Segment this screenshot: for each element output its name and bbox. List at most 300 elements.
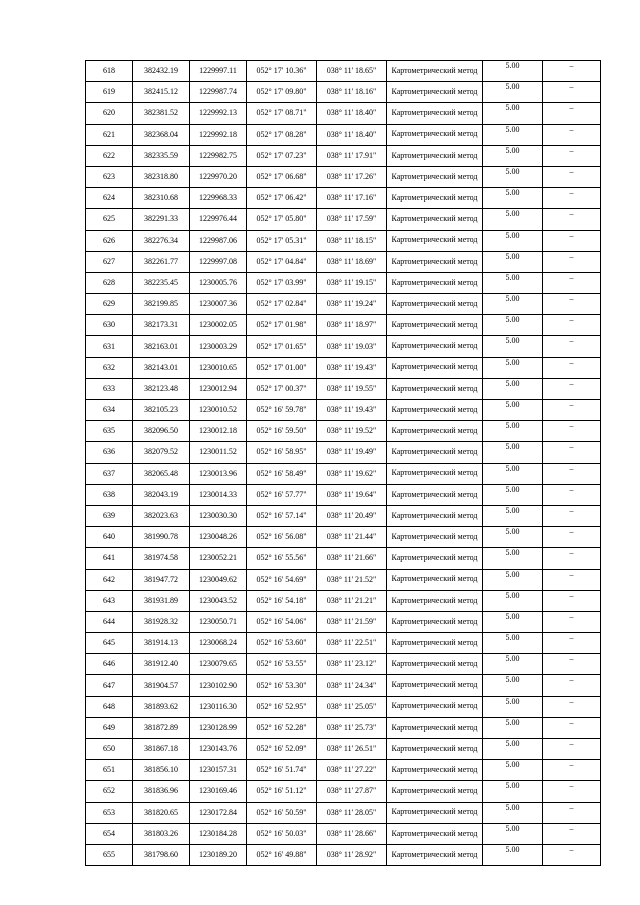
point-number-cell: 642	[86, 569, 133, 590]
method-cell: Картометрический метод	[387, 569, 483, 590]
table-row	[86, 505, 601, 526]
method-cell: Картометрический метод	[387, 421, 483, 442]
accuracy-cell: 5.00	[483, 484, 543, 505]
note-cell: –	[543, 633, 601, 654]
coord-y-cell: 1230169.46	[190, 781, 247, 802]
coord-y-cell: 1230184.28	[190, 823, 247, 844]
point-number-cell: 638	[86, 484, 133, 505]
table-row	[86, 188, 601, 209]
longitude-cell: 038° 11' 17.91"	[317, 145, 387, 166]
coord-x-cell: 382335.59	[133, 145, 190, 166]
latitude-cell: 052° 16' 57.77"	[247, 484, 317, 505]
accuracy-cell: 5.00	[483, 442, 543, 463]
longitude-cell: 038° 11' 21.59"	[317, 611, 387, 632]
coord-x-cell: 381947.72	[133, 569, 190, 590]
table-row	[86, 421, 601, 442]
coord-y-cell: 1229987.06	[190, 230, 247, 251]
latitude-cell: 052° 17' 06.42"	[247, 188, 317, 209]
longitude-cell: 038° 11' 28.66"	[317, 823, 387, 844]
table-row	[86, 378, 601, 399]
coord-y-cell: 1230143.76	[190, 739, 247, 760]
table-row	[86, 209, 601, 230]
table-row	[86, 844, 601, 865]
point-number-cell: 620	[86, 103, 133, 124]
coord-y-cell: 1229982.75	[190, 145, 247, 166]
latitude-cell: 052° 17' 07.23"	[247, 145, 317, 166]
latitude-cell: 052° 16' 53.55"	[247, 654, 317, 675]
longitude-cell: 038° 11' 27.22"	[317, 760, 387, 781]
table-row	[86, 230, 601, 251]
coord-x-cell: 381820.65	[133, 802, 190, 823]
coord-x-cell: 382173.31	[133, 315, 190, 336]
coord-y-cell: 1230011.52	[190, 442, 247, 463]
note-cell: –	[543, 315, 601, 336]
point-number-cell: 626	[86, 230, 133, 251]
method-cell: Картометрический метод	[387, 802, 483, 823]
note-cell: –	[543, 802, 601, 823]
coord-x-cell: 382415.12	[133, 82, 190, 103]
point-number-cell: 644	[86, 611, 133, 632]
note-cell: –	[543, 442, 601, 463]
coord-y-cell: 1229992.13	[190, 103, 247, 124]
note-cell: –	[543, 82, 601, 103]
latitude-cell: 052° 17' 02.84"	[247, 294, 317, 315]
coord-y-cell: 1230030.30	[190, 505, 247, 526]
note-cell: –	[543, 378, 601, 399]
note-cell: –	[543, 675, 601, 696]
note-cell: –	[543, 421, 601, 442]
table-row	[86, 760, 601, 781]
method-cell: Картометрический метод	[387, 760, 483, 781]
coord-x-cell: 382065.48	[133, 463, 190, 484]
note-cell: –	[543, 844, 601, 865]
longitude-cell: 038° 11' 21.44"	[317, 527, 387, 548]
method-cell: Картометрический метод	[387, 251, 483, 272]
note-cell: –	[543, 209, 601, 230]
method-cell: Картометрический метод	[387, 484, 483, 505]
coord-y-cell: 1230068.24	[190, 633, 247, 654]
method-cell: Картометрический метод	[387, 442, 483, 463]
table-row	[86, 294, 601, 315]
latitude-cell: 052° 16' 59.50"	[247, 421, 317, 442]
coord-x-cell: 382291.33	[133, 209, 190, 230]
point-number-cell: 630	[86, 315, 133, 336]
coordinates-table	[85, 60, 601, 866]
latitude-cell: 052° 16' 52.95"	[247, 696, 317, 717]
table-row	[86, 569, 601, 590]
longitude-cell: 038° 11' 18.69"	[317, 251, 387, 272]
note-cell: –	[543, 294, 601, 315]
point-number-cell: 628	[86, 272, 133, 293]
coord-x-cell: 382318.80	[133, 166, 190, 187]
table-row	[86, 781, 601, 802]
table-row	[86, 717, 601, 738]
coord-x-cell: 382276.34	[133, 230, 190, 251]
latitude-cell: 052° 16' 54.18"	[247, 590, 317, 611]
coord-x-cell: 381836.96	[133, 781, 190, 802]
coord-y-cell: 1230012.94	[190, 378, 247, 399]
coord-x-cell: 382105.23	[133, 400, 190, 421]
method-cell: Картометрический метод	[387, 844, 483, 865]
latitude-cell: 052° 16' 57.14"	[247, 505, 317, 526]
longitude-cell: 038° 11' 19.64"	[317, 484, 387, 505]
accuracy-cell: 5.00	[483, 696, 543, 717]
note-cell: –	[543, 61, 601, 82]
method-cell: Картометрический метод	[387, 294, 483, 315]
method-cell: Картометрический метод	[387, 82, 483, 103]
point-number-cell: 625	[86, 209, 133, 230]
coord-x-cell: 382432.19	[133, 61, 190, 82]
method-cell: Картометрический метод	[387, 272, 483, 293]
accuracy-cell: 5.00	[483, 675, 543, 696]
accuracy-cell: 5.00	[483, 82, 543, 103]
accuracy-cell: 5.00	[483, 378, 543, 399]
accuracy-cell: 5.00	[483, 272, 543, 293]
accuracy-cell: 5.00	[483, 505, 543, 526]
table-row	[86, 548, 601, 569]
table-row	[86, 82, 601, 103]
accuracy-cell: 5.00	[483, 633, 543, 654]
method-cell: Картометрический метод	[387, 633, 483, 654]
latitude-cell: 052° 16' 52.28"	[247, 717, 317, 738]
method-cell: Картометрический метод	[387, 61, 483, 82]
table-row	[86, 739, 601, 760]
point-number-cell: 652	[86, 781, 133, 802]
coord-y-cell: 1229997.11	[190, 61, 247, 82]
accuracy-cell: 5.00	[483, 166, 543, 187]
coord-x-cell: 381914.13	[133, 633, 190, 654]
method-cell: Картометрический метод	[387, 675, 483, 696]
point-number-cell: 653	[86, 802, 133, 823]
point-number-cell: 618	[86, 61, 133, 82]
latitude-cell: 052° 16' 52.09"	[247, 739, 317, 760]
coord-y-cell: 1230043.52	[190, 590, 247, 611]
latitude-cell: 052° 17' 05.31"	[247, 230, 317, 251]
coord-x-cell: 381867.18	[133, 739, 190, 760]
note-cell: –	[543, 400, 601, 421]
accuracy-cell: 5.00	[483, 802, 543, 823]
method-cell: Картометрический метод	[387, 739, 483, 760]
point-number-cell: 648	[86, 696, 133, 717]
table-row	[86, 145, 601, 166]
longitude-cell: 038° 11' 17.59"	[317, 209, 387, 230]
coord-x-cell: 382261.77	[133, 251, 190, 272]
accuracy-cell: 5.00	[483, 251, 543, 272]
coord-y-cell: 1230189.20	[190, 844, 247, 865]
point-number-cell: 619	[86, 82, 133, 103]
coord-y-cell: 1229987.74	[190, 82, 247, 103]
latitude-cell: 052° 17' 06.68"	[247, 166, 317, 187]
method-cell: Картометрический метод	[387, 188, 483, 209]
note-cell: –	[543, 188, 601, 209]
longitude-cell: 038° 11' 21.66"	[317, 548, 387, 569]
table-row	[86, 590, 601, 611]
note-cell: –	[543, 357, 601, 378]
latitude-cell: 052° 16' 50.59"	[247, 802, 317, 823]
accuracy-cell: 5.00	[483, 61, 543, 82]
coord-x-cell: 381931.89	[133, 590, 190, 611]
note-cell: –	[543, 527, 601, 548]
longitude-cell: 038° 11' 18.15"	[317, 230, 387, 251]
note-cell: –	[543, 760, 601, 781]
coord-y-cell: 1230052.21	[190, 548, 247, 569]
accuracy-cell: 5.00	[483, 760, 543, 781]
coord-y-cell: 1229997.08	[190, 251, 247, 272]
latitude-cell: 052° 17' 01.98"	[247, 315, 317, 336]
latitude-cell: 052° 16' 54.06"	[247, 611, 317, 632]
latitude-cell: 052° 17' 04.84"	[247, 251, 317, 272]
table-row	[86, 251, 601, 272]
point-number-cell: 654	[86, 823, 133, 844]
table-row	[86, 166, 601, 187]
note-cell: –	[543, 696, 601, 717]
latitude-cell: 052° 17' 03.99"	[247, 272, 317, 293]
latitude-cell: 052° 16' 59.78"	[247, 400, 317, 421]
table-row	[86, 484, 601, 505]
note-cell: –	[543, 230, 601, 251]
method-cell: Картометрический метод	[387, 230, 483, 251]
method-cell: Картометрический метод	[387, 400, 483, 421]
longitude-cell: 038° 11' 28.92"	[317, 844, 387, 865]
method-cell: Картометрический метод	[387, 823, 483, 844]
coord-x-cell: 382310.68	[133, 188, 190, 209]
accuracy-cell: 5.00	[483, 463, 543, 484]
note-cell: –	[543, 548, 601, 569]
point-number-cell: 622	[86, 145, 133, 166]
longitude-cell: 038° 11' 25.73"	[317, 717, 387, 738]
coord-x-cell: 381990.78	[133, 527, 190, 548]
table-row	[86, 124, 601, 145]
longitude-cell: 038° 11' 21.21"	[317, 590, 387, 611]
coord-y-cell: 1229968.33	[190, 188, 247, 209]
coord-x-cell: 382043.19	[133, 484, 190, 505]
point-number-cell: 635	[86, 421, 133, 442]
longitude-cell: 038° 11' 19.55"	[317, 378, 387, 399]
longitude-cell: 038° 11' 18.40"	[317, 103, 387, 124]
coord-y-cell: 1230102.90	[190, 675, 247, 696]
accuracy-cell: 5.00	[483, 611, 543, 632]
method-cell: Картометрический метод	[387, 611, 483, 632]
coord-x-cell: 381904.57	[133, 675, 190, 696]
method-cell: Картометрический метод	[387, 590, 483, 611]
coord-y-cell: 1230050.71	[190, 611, 247, 632]
coord-y-cell: 1230007.36	[190, 294, 247, 315]
accuracy-cell: 5.00	[483, 103, 543, 124]
note-cell: –	[543, 654, 601, 675]
longitude-cell: 038° 11' 24.34"	[317, 675, 387, 696]
latitude-cell: 052° 16' 58.95"	[247, 442, 317, 463]
longitude-cell: 038° 11' 27.87"	[317, 781, 387, 802]
table-row	[86, 633, 601, 654]
table-row	[86, 400, 601, 421]
accuracy-cell: 5.00	[483, 336, 543, 357]
table-row	[86, 527, 601, 548]
note-cell: –	[543, 505, 601, 526]
longitude-cell: 038° 11' 18.40"	[317, 124, 387, 145]
table-row	[86, 315, 601, 336]
latitude-cell: 052° 16' 54.69"	[247, 569, 317, 590]
latitude-cell: 052° 16' 58.49"	[247, 463, 317, 484]
point-number-cell: 640	[86, 527, 133, 548]
longitude-cell: 038° 11' 19.49"	[317, 442, 387, 463]
accuracy-cell: 5.00	[483, 124, 543, 145]
coord-y-cell: 1230172.84	[190, 802, 247, 823]
note-cell: –	[543, 145, 601, 166]
point-number-cell: 629	[86, 294, 133, 315]
coord-y-cell: 1230013.96	[190, 463, 247, 484]
point-number-cell: 645	[86, 633, 133, 654]
point-number-cell: 646	[86, 654, 133, 675]
latitude-cell: 052° 16' 53.60"	[247, 633, 317, 654]
method-cell: Картометрический метод	[387, 166, 483, 187]
coord-x-cell: 381872.89	[133, 717, 190, 738]
method-cell: Картометрический метод	[387, 378, 483, 399]
method-cell: Картометрический метод	[387, 336, 483, 357]
coord-x-cell: 382199.85	[133, 294, 190, 315]
coord-y-cell: 1230010.65	[190, 357, 247, 378]
latitude-cell: 052° 17' 05.80"	[247, 209, 317, 230]
table-row	[86, 61, 601, 82]
accuracy-cell: 5.00	[483, 230, 543, 251]
note-cell: –	[543, 484, 601, 505]
table-row	[86, 611, 601, 632]
accuracy-cell: 5.00	[483, 188, 543, 209]
accuracy-cell: 5.00	[483, 781, 543, 802]
latitude-cell: 052° 16' 56.08"	[247, 527, 317, 548]
coord-x-cell: 382163.01	[133, 336, 190, 357]
note-cell: –	[543, 103, 601, 124]
method-cell: Картометрический метод	[387, 527, 483, 548]
note-cell: –	[543, 717, 601, 738]
point-number-cell: 643	[86, 590, 133, 611]
method-cell: Картометрический метод	[387, 505, 483, 526]
longitude-cell: 038° 11' 18.16"	[317, 82, 387, 103]
accuracy-cell: 5.00	[483, 400, 543, 421]
table-row	[86, 675, 601, 696]
longitude-cell: 038° 11' 21.52"	[317, 569, 387, 590]
coord-y-cell: 1229992.18	[190, 124, 247, 145]
method-cell: Картометрический метод	[387, 463, 483, 484]
table-row	[86, 357, 601, 378]
note-cell: –	[543, 739, 601, 760]
note-cell: –	[543, 124, 601, 145]
table-row	[86, 103, 601, 124]
accuracy-cell: 5.00	[483, 548, 543, 569]
latitude-cell: 052° 17' 08.71"	[247, 103, 317, 124]
coord-y-cell: 1230079.65	[190, 654, 247, 675]
latitude-cell: 052° 16' 51.12"	[247, 781, 317, 802]
point-number-cell: 636	[86, 442, 133, 463]
note-cell: –	[543, 336, 601, 357]
coord-x-cell: 382368.04	[133, 124, 190, 145]
accuracy-cell: 5.00	[483, 654, 543, 675]
coord-y-cell: 1230049.62	[190, 569, 247, 590]
note-cell: –	[543, 251, 601, 272]
point-number-cell: 631	[86, 336, 133, 357]
note-cell: –	[543, 611, 601, 632]
note-cell: –	[543, 823, 601, 844]
table-row	[86, 442, 601, 463]
longitude-cell: 038° 11' 19.15"	[317, 272, 387, 293]
coord-y-cell: 1230002.05	[190, 315, 247, 336]
coord-x-cell: 381803.26	[133, 823, 190, 844]
longitude-cell: 038° 11' 20.49"	[317, 505, 387, 526]
point-number-cell: 634	[86, 400, 133, 421]
latitude-cell: 052° 16' 50.03"	[247, 823, 317, 844]
coord-x-cell: 382023.63	[133, 505, 190, 526]
latitude-cell: 052° 17' 08.28"	[247, 124, 317, 145]
accuracy-cell: 5.00	[483, 209, 543, 230]
coord-x-cell: 381974.58	[133, 548, 190, 569]
method-cell: Картометрический метод	[387, 209, 483, 230]
method-cell: Картометрический метод	[387, 717, 483, 738]
longitude-cell: 038° 11' 18.65"	[317, 61, 387, 82]
method-cell: Картометрический метод	[387, 654, 483, 675]
point-number-cell: 651	[86, 760, 133, 781]
longitude-cell: 038° 11' 19.03"	[317, 336, 387, 357]
table-row	[86, 802, 601, 823]
note-cell: –	[543, 590, 601, 611]
longitude-cell: 038° 11' 17.16"	[317, 188, 387, 209]
longitude-cell: 038° 11' 26.51"	[317, 739, 387, 760]
table-row	[86, 336, 601, 357]
latitude-cell: 052° 17' 09.80"	[247, 82, 317, 103]
accuracy-cell: 5.00	[483, 145, 543, 166]
point-number-cell: 641	[86, 548, 133, 569]
coord-x-cell: 381856.10	[133, 760, 190, 781]
accuracy-cell: 5.00	[483, 823, 543, 844]
longitude-cell: 038° 11' 19.52"	[317, 421, 387, 442]
longitude-cell: 038° 11' 19.24"	[317, 294, 387, 315]
latitude-cell: 052° 16' 55.56"	[247, 548, 317, 569]
longitude-cell: 038° 11' 19.43"	[317, 357, 387, 378]
longitude-cell: 038° 11' 23.12"	[317, 654, 387, 675]
longitude-cell: 038° 11' 19.62"	[317, 463, 387, 484]
accuracy-cell: 5.00	[483, 315, 543, 336]
point-number-cell: 623	[86, 166, 133, 187]
coord-x-cell: 381893.62	[133, 696, 190, 717]
method-cell: Картометрический метод	[387, 145, 483, 166]
point-number-cell: 633	[86, 378, 133, 399]
coord-y-cell: 1229976.44	[190, 209, 247, 230]
coord-x-cell: 381798.60	[133, 844, 190, 865]
method-cell: Картометрический метод	[387, 124, 483, 145]
table-row	[86, 463, 601, 484]
latitude-cell: 052° 16' 49.88"	[247, 844, 317, 865]
latitude-cell: 052° 17' 10.36"	[247, 61, 317, 82]
note-cell: –	[543, 463, 601, 484]
coord-y-cell: 1229970.20	[190, 166, 247, 187]
coord-x-cell: 381912.40	[133, 654, 190, 675]
point-number-cell: 632	[86, 357, 133, 378]
coord-x-cell: 382096.50	[133, 421, 190, 442]
accuracy-cell: 5.00	[483, 844, 543, 865]
coord-x-cell: 382079.52	[133, 442, 190, 463]
longitude-cell: 038° 11' 18.97"	[317, 315, 387, 336]
point-number-cell: 637	[86, 463, 133, 484]
point-number-cell: 649	[86, 717, 133, 738]
note-cell: –	[543, 166, 601, 187]
table-row	[86, 823, 601, 844]
point-number-cell: 655	[86, 844, 133, 865]
method-cell: Картометрический метод	[387, 315, 483, 336]
point-number-cell: 624	[86, 188, 133, 209]
method-cell: Картометрический метод	[387, 548, 483, 569]
coord-y-cell: 1230128.99	[190, 717, 247, 738]
note-cell: –	[543, 781, 601, 802]
coord-x-cell: 382235.45	[133, 272, 190, 293]
table-row	[86, 654, 601, 675]
